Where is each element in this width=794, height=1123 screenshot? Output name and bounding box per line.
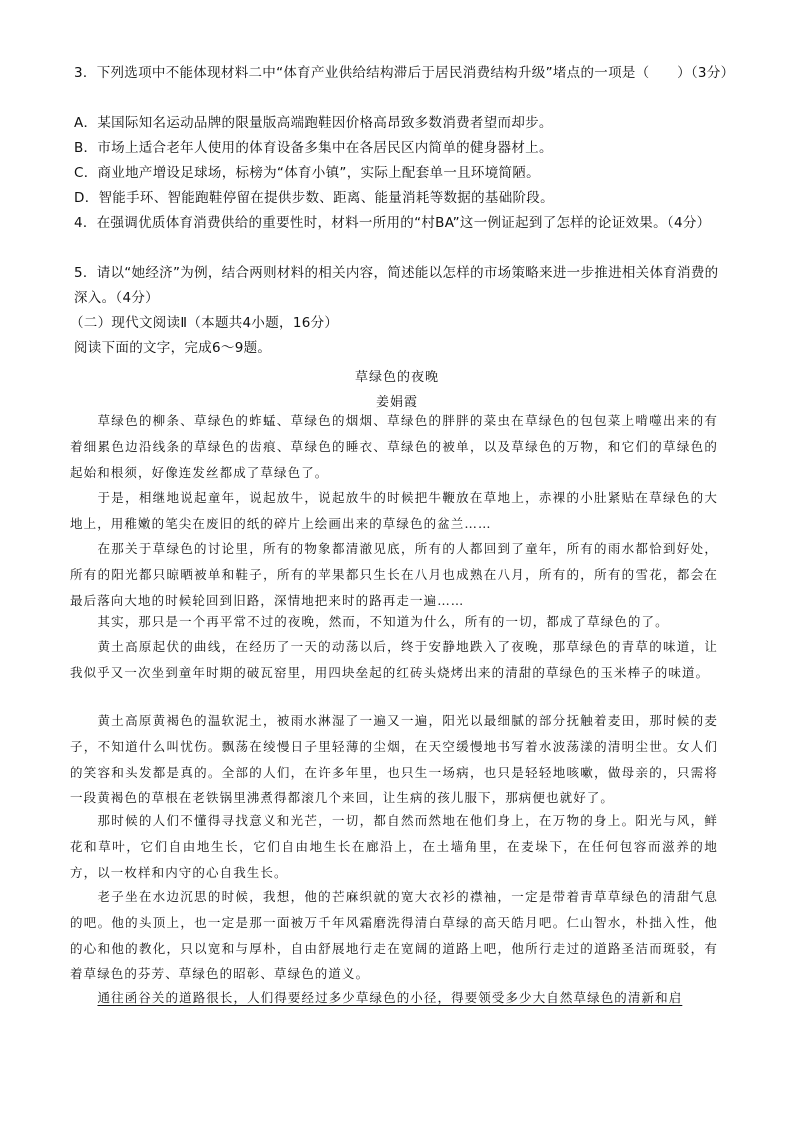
article-paragraph-1: 草绿色的柳条、草绿色的蚱蜢、草绿色的烟烟、草绿色的胖胖的菜虫在草绿色的包包菜上啃噬出来的有着细累色边沿线条的草绿色的齿痕、草绿色的睡衣、草绿色的被单，以及草绿色的万物，和它们的草绿色的起始和根须，好像连发丝都成了草绿色了。 [70,413,718,480]
article-paragraph-3: 在那关于草绿色的讨论里，所有的物象都清澈见底，所有的人都回到了童年，所有的雨水都恰到好处，所有的阳光都只晾晒被单和鞋子，所有的苹果都只生长在八月也成熟在八月，所有的，所有的雪花，都会在最后落向大地的时候轮回到旧路，深情地把来时的路再走一遍…… [70,541,718,608]
section-instruction: 阅读下面的文字，完成6～9题。 [74,340,272,356]
article-title: 草绿色的夜晚 [354,370,439,385]
article-paragraph-6: 黄土高原黄褐色的温软泥土，被雨水淋湿了一遍又一遍，阳光以最细腻的部分抚触着麦田，那时候的麦子，不知道什么叫忧伤。飘荡在绫慢日子里轻薄的尘烟，在天空缓慢地书写着水波荡漾的清明尘世。女人们的笑容和头发都是真的。全部的人们，在许多年里，也只生一场病，也只是轻轻地咳嗽，做母亲的，只需将一段黄褐色的草根在老铁锅里沸煮得都滚几个来回，让生病的孩儿服下，那病便也就好了。 [70,713,718,806]
option-c: C．商业地产增设足球场，标榜为“体育小镇”，实际上配套单一且环境简陋。 [74,165,540,181]
option-a: A．某国际知名运动品牌的限量版高端跑鞋因价格高昂致多数消费者望而却步。 [74,115,553,131]
article-paragraph-8: 老子坐在水边沉思的时候，我想，他的芒麻织就的宽大衣衫的襟袖，一定是带着青草草绿色的清甜气息的吧。他的头顶上，也一定是那一面被万千年风霜磨洗得清白草绿的高天皓月吧。仁山智水，朴拙入性，他的心和他的教化，只以宽和与厚朴，自由舒展地行走在宽阔的道路上吧，他所行走过的道路圣洁而斑驳，有着草绿色的芬芳、草绿色的昭彰、草绿色的道义。 [70,889,718,982]
question-5: 5．请以“她经济”为例，结合两则材料的相关内容，简述能以怎样的市场策略来进一步推进相关体育消费的深入。（4分） [74,265,719,306]
option-b: B．市场上适合老年人使用的体育设备多集中在各居民区内简单的健身器材上。 [74,140,553,156]
underlined-passage: 通往函谷关的道路很长，人们得要经过多少草绿色的小径，得要领受多少大自然草绿色的清新和启 [97,990,683,1005]
option-d: D．智能手环、智能跑鞋停留在提供步数、距离、能量消耗等数据的基础阶段。 [74,190,554,206]
article-paragraph-7: 那时候的人们不懂得寻找意义和光芒，一切，都自然而然地在他们身上，在万物的身上。阳光与风，鲜花和草叶，它们自由地生长，它们自由地生长在廊沿上，在土墙角里，在麦垛下，在任何包容而滋养的地方，以一枚样和内守的心自我生长。 [70,813,718,880]
question-3: 3．下列选项中不能体现材料二中“体育产业供给结构滞后于居民消费结构升级”堵点的一项是（ ）（3分） [74,65,735,81]
article-paragraph-5: 黄土高原起伏的曲线，在经历了一天的动荡以后，终于安静地跌入了夜晚，那草绿色的青草的味道，让我似乎又一次坐到童年时期的破瓦窑里，用四块垒起的红砖头烧烤出来的清甜的草绿色的玉米棒子的味道。 [70,639,718,680]
question-4: 4．在强调优质体育消费供给的重要性时，材料一所用的“村BA”这一例证起到了怎样的论证效果。（4分） [74,215,711,231]
article-paragraph-2: 于是，相继地说起童年，说起放牛，说起放牛的时候把牛鞭放在草地上，赤裸的小肚紧贴在草绿色的大地上，用稚嫩的笔尖在废旧的纸的碎片上绘画出来的草绿色的盆兰…… [70,490,718,531]
article-author: 姜娟霞 [375,395,418,410]
article-paragraph-9 [70,985,718,1011]
section-heading: （二）现代文阅读Ⅱ（本题共4小题，16分） [70,315,339,331]
article-paragraph-4: 其实，那只是一个再平常不过的夜晚，然而，不知道为什么，所有的一切，都成了草绿色的了。 [97,614,669,629]
